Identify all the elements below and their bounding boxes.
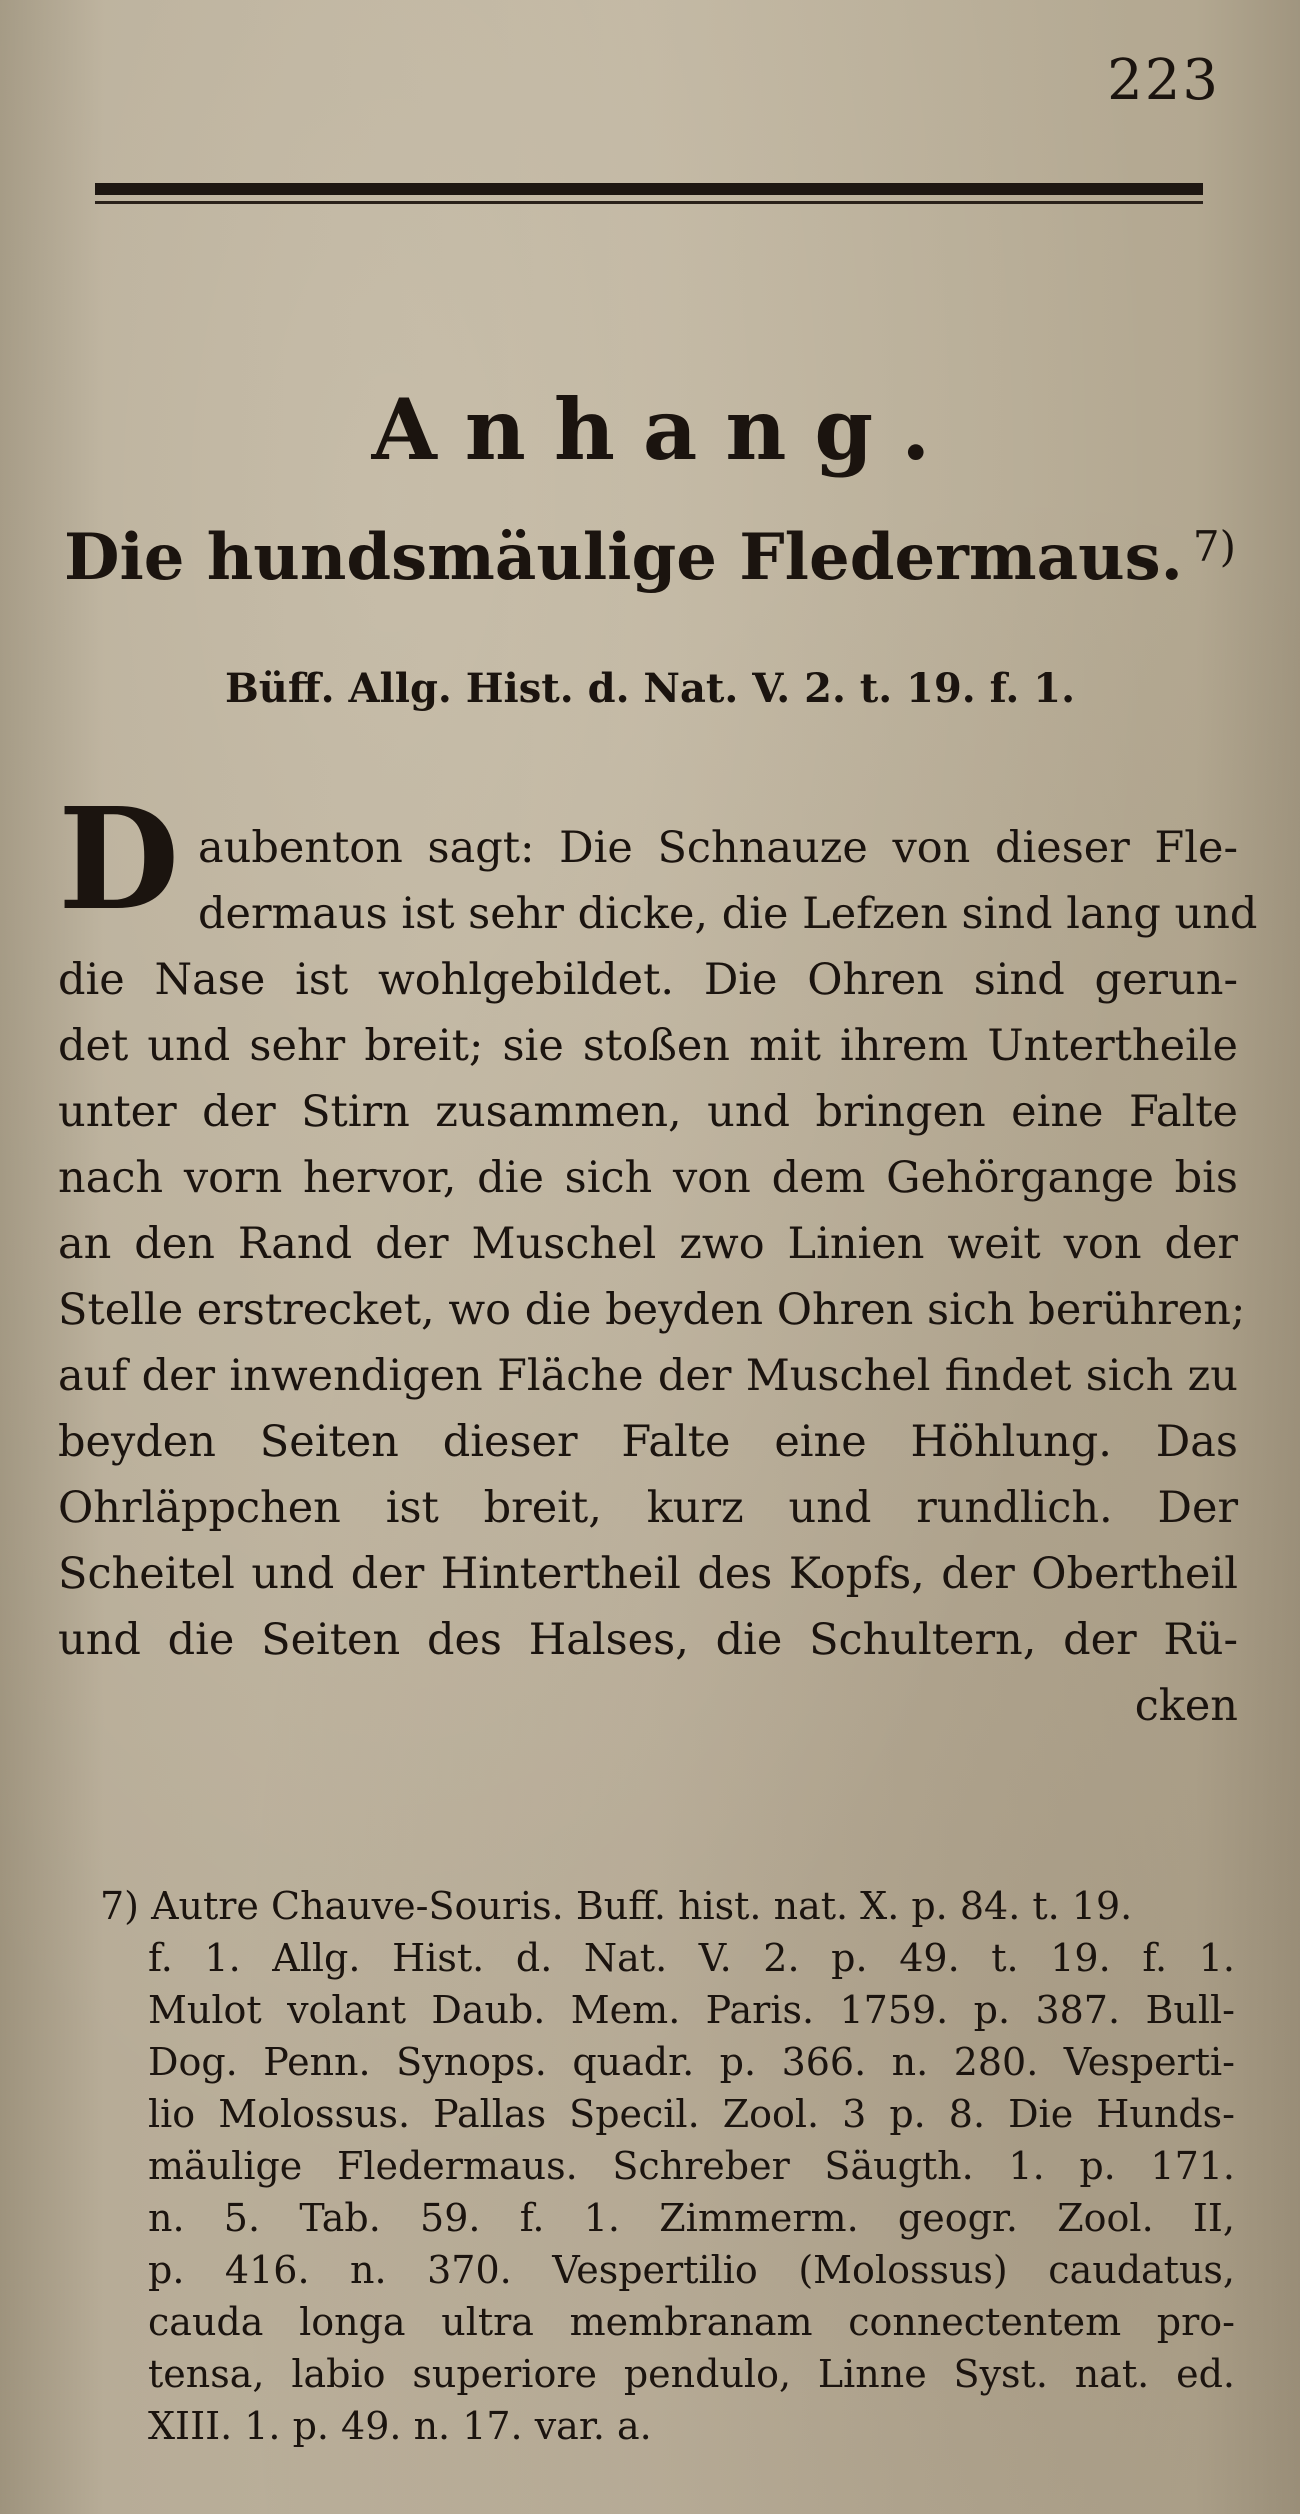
section-heading: Anhang. [371,380,959,479]
drop-cap: D [58,778,180,942]
header-rule-thin [95,201,1203,204]
catchword: cken [1134,1681,1238,1731]
page-number: 223 [1107,48,1220,113]
body-line: dermaus ist sehr dicke, die Lefzen sind lang und [198,889,1258,939]
article-title [0,520,1300,595]
footnote-line: tensa, labio superiore pendulo, Linne Syst. nat. ed. [148,2352,1235,2396]
body-line: auf der inwendigen Fläche der Muschel findet sich zu [58,1351,1238,1401]
footnote-ref: 7) [1192,522,1237,571]
body-line: aubenton sagt: Die Schnauze von dieser Fle- [198,823,1238,873]
footnote-line: 7) Autre Chauve-Souris. Buff. hist. nat. X. p. 84. t. 19. [100,1884,1133,1928]
reference-line: Büff. Allg. Hist. d. Nat. V. 2. t. 19. f. 1. [224,665,1076,712]
body-line: beyden Seiten dieser Falte eine Höhlung. Das [58,1417,1238,1467]
body-line: det und sehr breit; sie stoßen mit ihrem Untertheile [58,1021,1238,1071]
footnote-line: mäulige Fledermaus. Schreber Säugth. 1. p. 171. [148,2144,1235,2188]
body-line: Scheitel und der Hintertheil des Kopfs, der Obertheil [58,1549,1238,1599]
footnote-line: p. 416. n. 370. Vespertilio (Molossus) caudatus, [148,2248,1235,2292]
footnote-line: XIII. 1. p. 49. n. 17. var. a. [148,2404,652,2448]
body-line: an den Rand der Muschel zwo Linien weit von der [58,1219,1238,1269]
article-title-text: Die hundsmäulige Fledermaus. [63,520,1183,595]
body-paragraph [58,815,1258,1739]
footnote-line: Dog. Penn. Synops. quadr. p. 366. n. 280. Vesperti- [148,2040,1235,2084]
body-line: die Nase ist wohlgebildet. Die Ohren sind gerun- [58,955,1238,1005]
body-line: Ohrläppchen ist breit, kurz und rundlich. Der [58,1483,1238,1533]
body-line: nach vorn hervor, die sich von dem Gehörgange bis [58,1153,1238,1203]
header-rule-thick [95,183,1203,195]
footnote-line: f. 1. Allg. Hist. d. Nat. V. 2. p. 49. t. 19. f. 1. [148,1936,1235,1980]
footnote-line: cauda longa ultra membranam connectentem pro- [148,2300,1235,2344]
body-line: unter der Stirn zusammen, und bringen eine Falte [58,1087,1238,1137]
footnote-line: lio Molossus. Pallas Specil. Zool. 3 p. 8. Die Hunds- [148,2092,1235,2136]
footnote [100,1880,1235,2452]
footnote-line: n. 5. Tab. 59. f. 1. Zimmerm. geogr. Zool. II, [148,2196,1235,2240]
footnote-line: Mulot volant Daub. Mem. Paris. 1759. p. 387. Bull- [148,1988,1235,2032]
body-line: Stelle erstrecket, wo die beyden Ohren sich berühren; [58,1285,1246,1335]
body-line: und die Seiten des Halses, die Schultern, der Rü- [58,1615,1238,1665]
